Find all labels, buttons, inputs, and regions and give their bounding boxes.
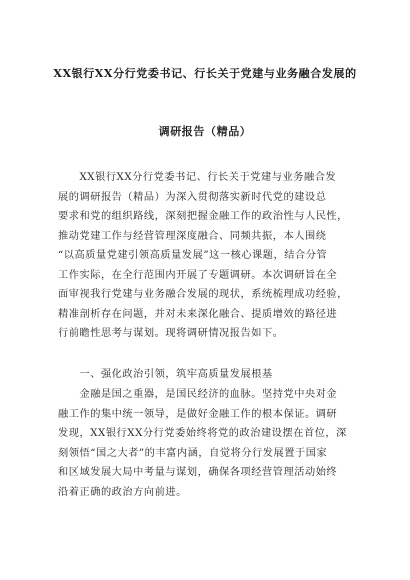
paragraph-line: “以高质量党建引领高质量发展”这一核心课题，结合分管: [58, 250, 328, 261]
paragraph-line: 和区域发展大局中考量与谋划，确保各项经营管理活动始终: [58, 467, 338, 478]
paragraph-section-1: [58, 385, 352, 502]
paragraph-line: 融工作的集中统一领导，是做好金融工作的根本保证。调研: [58, 408, 338, 420]
paragraph-line: XX银行XX分行党委书记、行长关于党建与业务融合发: [58, 172, 337, 183]
section-heading-1: [58, 365, 352, 385]
paragraph-line: 推动党建工作与经营管理深度融合、同频共振，本人围绕: [58, 230, 327, 242]
paragraph-line: 工作实际，在全行范围内开展了专题调研。本次调研旨在全: [58, 269, 338, 281]
paragraph-intro: [58, 168, 352, 344]
paragraph-line: 要求和党的组织路线，深刻把握金融工作的政治性与人民性，: [58, 211, 348, 222]
paragraph-line: 展的调研报告（精品）为深入贯彻落实新时代党的建设总: [58, 191, 327, 203]
paragraph-line: 沿着正确的政治方向前进。: [58, 486, 187, 498]
document-title-line-2: 调研报告（精品）: [158, 125, 252, 138]
document-title-line-1: XX银行XX分行党委书记、行长关于党建与业务融合发展的: [53, 67, 357, 80]
paragraph-line: 面审视我行党建与业务融合发展的现状，系统梳理成功经验，: [58, 289, 348, 300]
paragraph-line: 精准剖析存在问题，并对未来深化融合、提质增效的路径进: [58, 308, 338, 320]
paragraph-line: 行前瞻性思考与谋划。现将调研情况报告如下。: [58, 328, 284, 339]
paragraph-line: 发现，XX银行XX分行党委始终将党的政治建设摆在首位，深: [58, 428, 347, 439]
paragraph-line: 金融是国之重器，是国民经济的血脉。坚持党中央对金: [58, 389, 338, 400]
section-heading-text: 一、强化政治引领，筑牢高质量发展根基: [58, 369, 273, 380]
paragraph-line: 刻领悟“国之大者”的丰富内涵，自觉将分行发展置于国家: [58, 447, 328, 459]
